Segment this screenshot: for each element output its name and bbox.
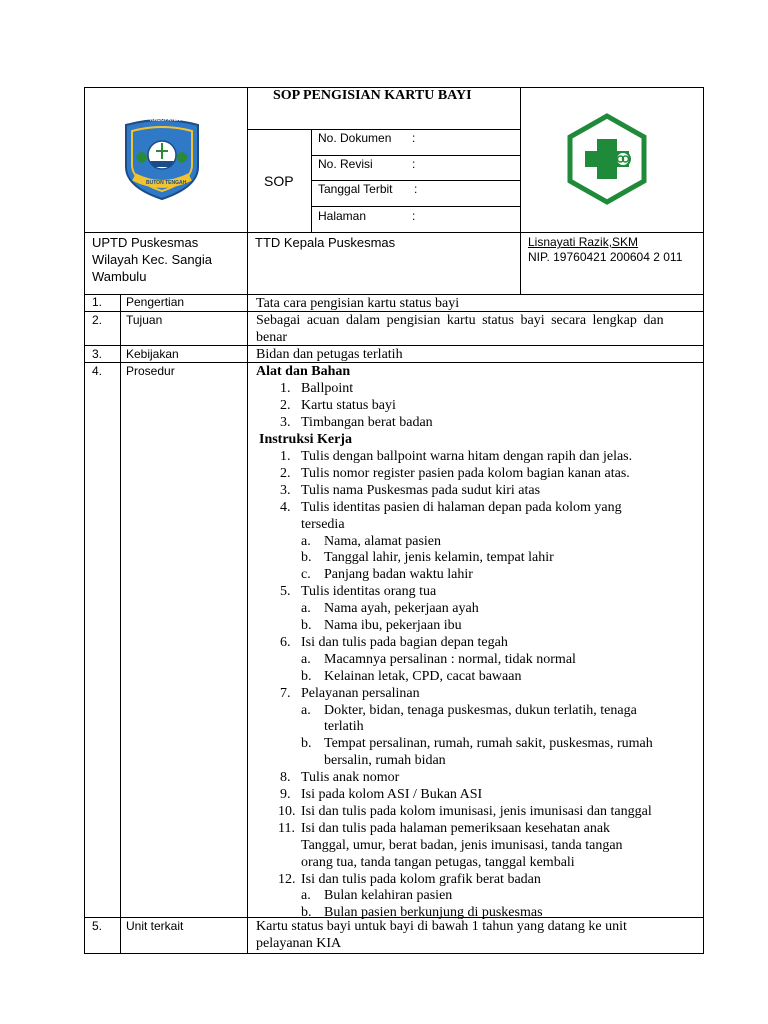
- instruksi-sub-item: Tempat persalinan, rumah, rumah sakit, puskesmas, rumah: [324, 736, 653, 751]
- puskesmas-logo: [566, 113, 648, 205]
- instruksi-sub-item: Panjang badan waktu lahir: [324, 567, 473, 582]
- alat-bahan-heading: Alat dan Bahan: [256, 364, 351, 379]
- instruksi-sub-item: Nama, alamat pasien: [324, 534, 442, 549]
- alat-list-marker: 2.: [280, 398, 291, 413]
- instruksi-marker: 3.: [280, 483, 291, 498]
- doc-field-value-issue-date: :: [414, 182, 418, 196]
- row-label-prosedur: Prosedur: [126, 364, 175, 378]
- instruksi-sub-marker: b.: [301, 550, 312, 565]
- instruksi-item: Tulis nomor register pasien pada kolom bagian kanan atas.: [301, 466, 630, 481]
- instruksi-item: Isi dan tulis pada bagian depan tegah: [301, 635, 508, 650]
- instruksi-item: tersedia: [301, 517, 345, 532]
- instruksi-marker: 10.: [278, 804, 296, 819]
- instruksi-marker: 4.: [280, 500, 291, 515]
- doc-field-value-page: :: [412, 209, 416, 223]
- signer-nip: NIP. 19760421 200604 2 011: [528, 250, 683, 264]
- unit-name-line-2: Wilayah Kec. Sangia: [92, 252, 212, 267]
- row-content-unit-terkait-line-1: Kartu status bayi untuk bayi di bawah 1 tahun yang datang ke unit: [256, 919, 627, 934]
- regency-logo-top-text: KABUPATEN: [150, 117, 181, 123]
- row-number: 3.: [92, 347, 103, 361]
- alat-list-marker: 1.: [280, 381, 291, 396]
- instruksi-sub-item: terlatih: [324, 719, 364, 734]
- row-label-unit-terkait: Unit terkait: [126, 919, 184, 933]
- row-content-tujuan-line-2: benar: [256, 330, 288, 345]
- alat-list-item: Timbangan berat badan: [301, 415, 433, 430]
- instruksi-item: Tanggal, umur, berat badan, jenis imunisasi, tanda tangan: [301, 838, 623, 853]
- instruksi-marker: 11.: [278, 821, 295, 836]
- unit-name-line-1: UPTD Puskesmas: [92, 235, 199, 250]
- doc-field-value-revision: :: [412, 157, 416, 171]
- instruksi-sub-marker: a.: [301, 888, 311, 903]
- row-number: 2.: [92, 313, 103, 327]
- instruksi-item: Isi dan tulis pada kolom imunisasi, jenis imunisasi dan tanggal: [301, 804, 652, 819]
- unit-name-line-3: Wambulu: [92, 269, 147, 284]
- instruksi-sub-item: Bulan pasien berkunjung di puskesmas: [324, 905, 543, 920]
- instruksi-sub-item: bersalin, rumah bidan: [324, 753, 446, 768]
- instruksi-sub-item: Kelainan letak, CPD, cacat bawaan: [324, 669, 522, 684]
- instruksi-sub-marker: a.: [301, 652, 311, 667]
- instruksi-sub-item: Bulan kelahiran pasien: [324, 888, 453, 903]
- alat-list-item: Kartu status bayi: [301, 398, 396, 413]
- instruksi-item: Tulis anak nomor: [301, 770, 400, 785]
- instruksi-sub-marker: c.: [301, 567, 311, 582]
- instruksi-item: Tulis identitas orang tua: [301, 584, 437, 599]
- row-content-unit-terkait-line-2: pelayanan KIA: [256, 936, 342, 951]
- instruksi-sub-marker: a.: [301, 703, 311, 718]
- instruksi-marker: 5.: [280, 584, 291, 599]
- instruksi-marker: 1.: [280, 449, 291, 464]
- instruksi-marker: 7.: [280, 686, 291, 701]
- document-title: SOP PENGISIAN KARTU BAYI: [273, 88, 472, 103]
- alat-list-item: Ballpoint: [301, 381, 354, 396]
- instruksi-sub-item: Macamnya persalinan : normal, tidak normal: [324, 652, 576, 667]
- instruksi-sub-marker: b.: [301, 618, 312, 633]
- instruksi-item: Isi dan tulis pada halaman pemeriksaan kesehatan anak: [301, 821, 611, 836]
- instruksi-sub-marker: a.: [301, 534, 311, 549]
- instruksi-marker: 9.: [280, 787, 291, 802]
- instruksi-sub-marker: b.: [301, 669, 312, 684]
- row-content-pengertian: Tata cara pengisian kartu status bayi: [256, 296, 460, 311]
- instruksi-item: Isi dan tulis pada kolom grafik berat badan: [301, 872, 541, 887]
- regency-logo-bottom-text: BUTON TENGAH: [146, 180, 187, 186]
- row-content-kebijakan: Bidan dan petugas terlatih: [256, 347, 403, 362]
- regency-shield-icon: [120, 117, 204, 201]
- doc-field-value-number: :: [412, 131, 416, 145]
- row-label-pengertian: Pengertian: [126, 295, 185, 309]
- instruksi-item: Isi pada kolom ASI / Bukan ASI: [301, 787, 483, 802]
- row-number: 1.: [92, 295, 103, 309]
- row-label-kebijakan: Kebijakan: [126, 347, 179, 361]
- instruksi-sub-marker: b.: [301, 905, 312, 920]
- instruksi-marker: 12.: [278, 872, 296, 887]
- doc-field-label-revision: No. Revisi: [318, 157, 373, 171]
- instruksi-item: orang tua, tanda tangan petugas, tanggal kembali: [301, 855, 575, 870]
- instruksi-kerja-heading: Instruksi Kerja: [259, 432, 352, 447]
- instruksi-marker: 8.: [280, 770, 291, 785]
- doc-field-label-page: Halaman: [318, 209, 367, 223]
- instruksi-sub-item: Nama ayah, pekerjaan ayah: [324, 601, 479, 616]
- regency-logo: [120, 117, 204, 201]
- row-label-tujuan: Tujuan: [126, 313, 163, 327]
- doc-field-label-number: No. Dokumen: [318, 131, 392, 145]
- signer-name: Lisnayati Razik,SKM: [528, 235, 639, 249]
- puskesmas-cross-icon: [566, 113, 648, 205]
- signer-label: TTD Kepala Puskesmas: [255, 235, 396, 250]
- instruksi-item: Tulis dengan ballpoint warna hitam dengan rapih dan jelas.: [301, 449, 633, 464]
- instruksi-sub-item: Dokter, bidan, tenaga puskesmas, dukun terlatih, tenaga: [324, 703, 637, 718]
- instruksi-item: Tulis nama Puskesmas pada sudut kiri atas: [301, 483, 541, 498]
- row-number: 4.: [92, 364, 103, 378]
- row-number: 5.: [92, 919, 103, 933]
- sop-label: SOP: [264, 173, 294, 189]
- row-content-tujuan-line-1: Sebagai acuan dalam pengisian kartu status bayi secara lengkap dan: [256, 313, 664, 328]
- alat-list-marker: 3.: [280, 415, 291, 430]
- instruksi-sub-marker: a.: [301, 601, 311, 616]
- instruksi-marker: 6.: [280, 635, 291, 650]
- instruksi-sub-item: Tanggal lahir, jenis kelamin, tempat lahir: [324, 550, 554, 565]
- doc-field-label-issue-date: Tanggal Terbit: [318, 182, 393, 196]
- instruksi-sub-marker: b.: [301, 736, 312, 751]
- instruksi-sub-item: Nama ibu, pekerjaan ibu: [324, 618, 462, 633]
- instruksi-item: Pelayanan persalinan: [301, 686, 420, 701]
- instruksi-marker: 2.: [280, 466, 291, 481]
- instruksi-item: Tulis identitas pasien di halaman depan pada kolom yang: [301, 500, 622, 515]
